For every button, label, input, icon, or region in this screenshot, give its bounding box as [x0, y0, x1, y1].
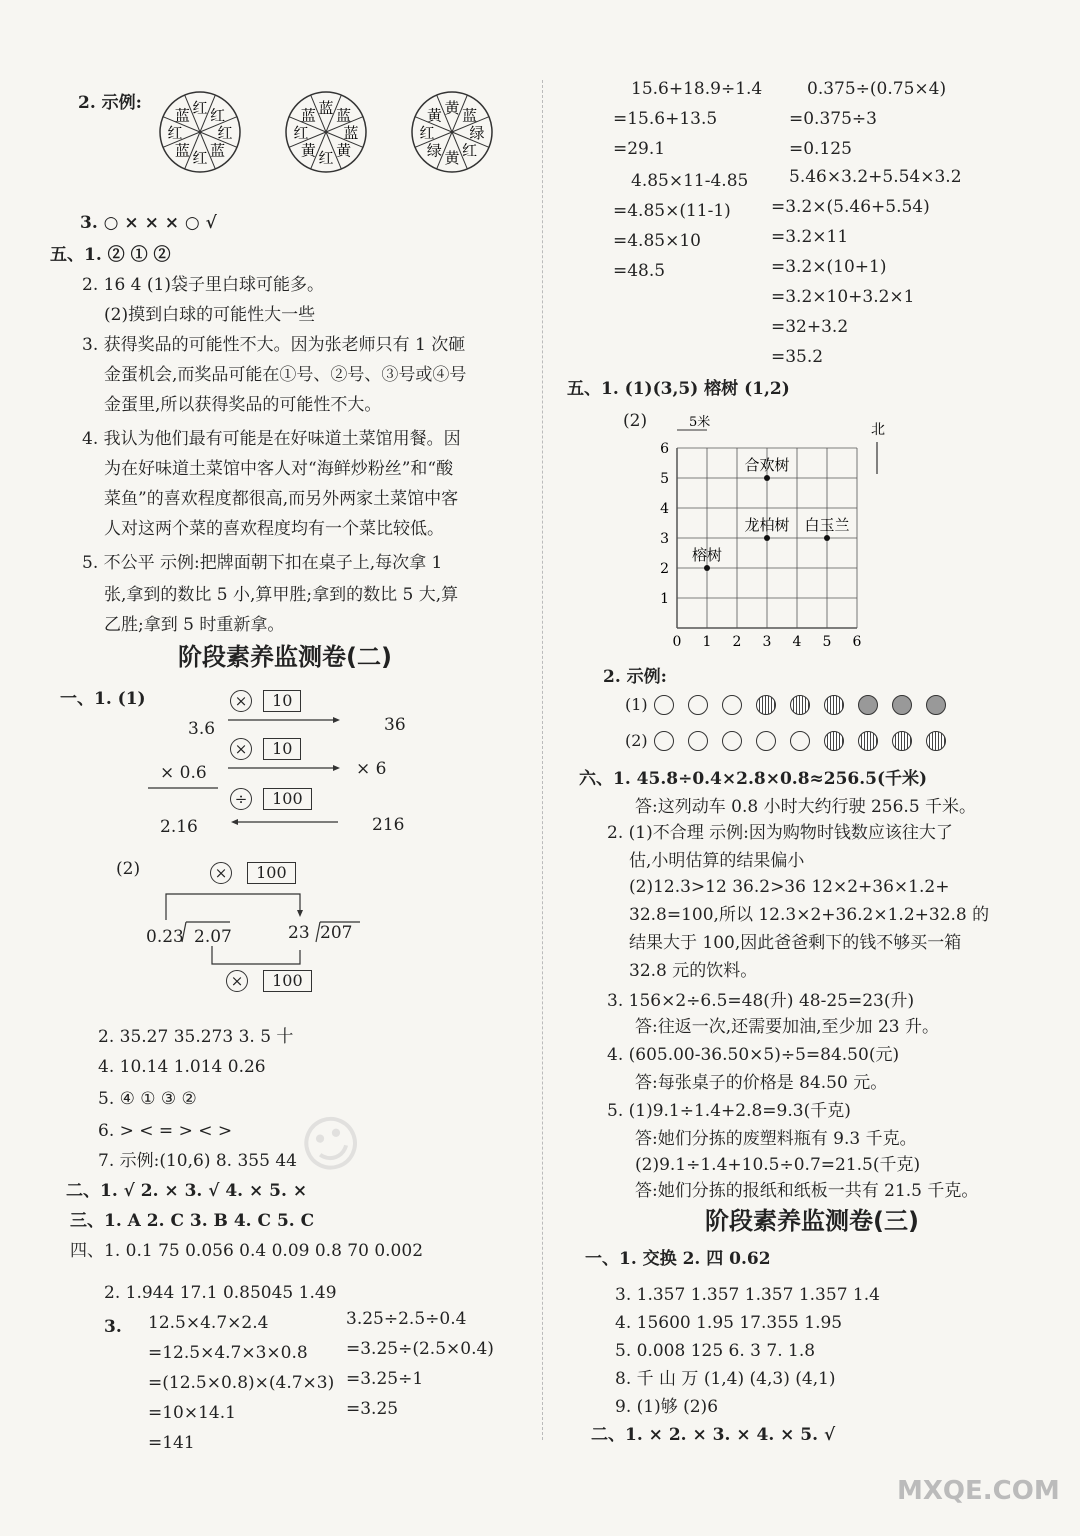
striped-circle-icon: [858, 731, 878, 751]
calc-line: 3.25÷2.5÷0.4: [346, 1309, 467, 1329]
r-s6-q5a: 答:她们分拣的废塑料瓶有 9.3 千克。: [635, 1129, 917, 1149]
p1-q2: 2. 35.27 35.273 3. 5 十: [98, 1027, 294, 1047]
box-10: 10: [263, 738, 301, 760]
times-icon: ×: [230, 738, 252, 760]
p1-q7: 7. 示例:(10,6) 8. 355 44: [98, 1151, 297, 1171]
q2-label: 2. 示例:: [78, 93, 142, 113]
r-s6-q2b: 估,小明估算的结果偏小: [629, 851, 805, 871]
div-right-divisor: 23: [288, 923, 310, 943]
white-circle-icon: [756, 731, 776, 751]
calc-line: =3.2×(10+1): [771, 257, 887, 277]
striped-circle-icon: [892, 731, 912, 751]
r-q2-label: 2. 示例:: [603, 667, 667, 687]
wheel-sector-label: 蓝: [336, 106, 352, 125]
tree-point: [764, 535, 770, 541]
wheel-sector-label: 红: [167, 124, 183, 142]
times-icon: ×: [210, 862, 232, 884]
tree-point: [704, 565, 710, 571]
white-circle-icon: [688, 731, 708, 751]
t3-q4: 4. 15600 1.95 17.355 1.95: [615, 1313, 843, 1333]
calc-line: =12.5×4.7×3×0.8: [148, 1343, 308, 1363]
calc-line: =10×14.1: [148, 1403, 236, 1423]
wheel-sector-label: 红: [293, 124, 309, 142]
q3-answers: 3. ○ × × × ○ √: [80, 213, 217, 233]
tree-label: 榕树: [691, 546, 723, 564]
mul-factor-a: 3.6: [188, 719, 216, 739]
calc-line: =35.2: [771, 347, 824, 367]
wheel-sector-label: 蓝: [210, 141, 226, 160]
div-left-divisor: 0.23: [146, 927, 184, 947]
wheel-sector-label: 绿: [469, 124, 485, 142]
gray-circle-icon: [892, 695, 912, 715]
circle-row-1: [625, 694, 960, 715]
r-s6-q5c: 答:她们分拣的报纸和纸板一共有 21.5 千克。: [635, 1181, 979, 1201]
row-label: (2): [625, 731, 648, 750]
calc-line: =4.85×(11-1): [613, 201, 731, 221]
tree-label: 合欢树: [744, 456, 790, 474]
s5-q3c: 金蛋里,所以获得奖品的可能性不大。: [104, 395, 382, 415]
tree-label: 白玉兰: [804, 516, 850, 534]
s5-q1: 五、1. ② ① ②: [50, 245, 171, 265]
t3-q8: 8. 千 山 万 (1,4) (4,3) (4,1): [615, 1369, 836, 1389]
grid-y-label: 4: [660, 501, 669, 517]
calc-line: =48.5: [613, 261, 666, 281]
s5-q4b: 为在好味道土菜馆中客人对“海鲜炒粉丝”和“酸: [104, 459, 454, 479]
calc-line: =4.85×10: [613, 231, 701, 251]
coordinate-grid: [657, 412, 917, 652]
times-icon: ×: [230, 690, 252, 712]
wheel-sector-label: 黄: [444, 149, 460, 167]
p1-q1-label: 一、1. (1): [60, 689, 146, 709]
calc-line: =29.1: [613, 139, 666, 159]
p2-answers: 二、1. √ 2. × 3. √ 4. × 5. ×: [66, 1181, 308, 1201]
p1-q1-2-label: (2): [116, 859, 141, 879]
div-left-dividend: 2.07: [194, 927, 232, 947]
calc-line: =3.2×10+3.2×1: [771, 287, 915, 307]
calc-line: 5.46×3.2+5.54×3.2: [789, 167, 962, 187]
box-10: 10: [263, 690, 301, 712]
wheel-sector-label: 红: [318, 149, 334, 167]
p1-q4: 4. 10.14 1.014 0.26: [98, 1057, 266, 1077]
mul-op-3: [230, 788, 312, 810]
grid-y-label: 6: [660, 441, 669, 457]
r-s6-q1: 六、1. 45.8÷0.4×2.8×0.8≈256.5(千米): [579, 769, 928, 789]
wheel-sector-label: 红: [462, 141, 478, 160]
wheel-sector-label: 红: [210, 106, 226, 125]
wheel-sector-label: 黄: [444, 99, 460, 117]
calc-line: =0.125: [789, 139, 852, 159]
wheel-sector-label: 绿: [426, 141, 442, 160]
r-s6-q2e: 结果大于 100,因此爸爸剩下的钱不够买一箱: [629, 933, 962, 953]
mul-factor-a2: 36: [384, 715, 406, 735]
wheel-sector-label: 红: [217, 124, 233, 142]
s5-q5b: 张,拿到的数比 5 小,算甲胜;拿到的数比 5 大,算: [104, 585, 459, 605]
wheel-sector-label: 黄: [336, 141, 352, 160]
s5-q5c: 乙胜;拿到 5 时重新拿。: [104, 615, 285, 635]
r-s6-q5: 5. (1)9.1÷1.4+2.8=9.3(千克): [607, 1101, 851, 1121]
mul-result2: 216: [372, 815, 405, 835]
calc-line: =32+3.2: [771, 317, 849, 337]
spinner-wheels: [148, 92, 485, 182]
r-s6-q2c: (2)12.3>12 36.2>36 12×2+36×1.2+: [629, 877, 950, 897]
grid-y-label: 5: [660, 471, 669, 487]
wheel-sector-label: 蓝: [174, 106, 190, 125]
s5-q4a: 4. 我认为他们最有可能是在好味道土菜馆用餐。因: [82, 429, 461, 449]
wheel-sector-label: 黄: [426, 106, 442, 125]
grid-x-label: 2: [732, 634, 742, 650]
wheel-sector-label: 红: [192, 149, 208, 167]
r-s6-q1a: 答:这列动车 0.8 小时大约行驶 256.5 千米。: [635, 797, 977, 817]
white-circle-icon: [654, 731, 674, 751]
mul-op-1: [230, 690, 301, 712]
s5-q3a: 3. 获得奖品的可能性不大。因为张老师只有 1 次砸: [82, 335, 466, 355]
calc-line: =15.6+13.5: [613, 109, 718, 129]
right-column: [545, 0, 1080, 1536]
section-title-2: 阶段素养监测卷(二): [178, 643, 392, 671]
calc-line: =(12.5×0.8)×(4.7×3): [148, 1373, 335, 1393]
t3-q9: 9. (1)够 (2)6: [615, 1397, 719, 1417]
grid-y-label: 2: [660, 561, 669, 577]
t3-q5: 5. 0.008 125 6. 3 7. 1.8: [615, 1341, 816, 1361]
r-s6-q3: 3. 156×2÷6.5=48(升) 48-25=23(升): [607, 991, 915, 1011]
mul-op-2: [230, 738, 301, 760]
watermark-text: MXQE.COM: [897, 1476, 1060, 1506]
s5-q2b: (2)摸到白球的可能性大一些: [104, 305, 316, 325]
grid-x-label: 0: [672, 634, 682, 650]
calc-line: 15.6+18.9÷1.4: [631, 79, 763, 99]
r-s5-q1-2-label: (2): [623, 411, 648, 431]
s5-q5a: 5. 不公平 示例:把牌面朝下扣在桌子上,每次拿 1: [82, 553, 443, 573]
tree-point: [764, 475, 770, 481]
grid-x-label: 3: [762, 634, 772, 650]
r-s6-q4: 4. (605.00-36.50×5)÷5=84.50(元): [607, 1045, 900, 1065]
calc-line: 4.85×11-4.85: [631, 171, 749, 191]
r-s6-q2f: 32.8 元的饮料。: [629, 961, 758, 981]
white-circle-icon: [722, 731, 742, 751]
striped-circle-icon: [756, 695, 776, 715]
wheel-sector-label: 蓝: [343, 124, 359, 142]
tree-point: [824, 535, 830, 541]
div-right-dividend: 207: [320, 923, 353, 943]
grid-y-label: 3: [660, 531, 669, 547]
wheel-sector-label: 蓝: [174, 141, 190, 160]
wheel-sector-label: 红: [419, 124, 435, 142]
calc-line: =3.25: [346, 1399, 399, 1419]
p4-q2: 2. 1.944 17.1 0.85045 1.49: [104, 1283, 337, 1303]
wheel-sector-label: 黄: [300, 141, 316, 160]
watermark-logo: ☺: [289, 1101, 373, 1189]
white-circle-icon: [790, 731, 810, 751]
divide-icon: ÷: [230, 788, 252, 810]
box-100: 100: [263, 970, 312, 992]
white-circle-icon: [654, 695, 674, 715]
mul-result: 2.16: [160, 817, 198, 837]
p1-q6: 6. > < = > < >: [98, 1121, 233, 1141]
t3-q3: 3. 1.357 1.357 1.357 1.357 1.4: [615, 1285, 880, 1305]
circle-row-2: [625, 730, 960, 751]
striped-circle-icon: [824, 731, 844, 751]
r-s6-q3a: 答:往返一次,还需要加油,至少加 23 升。: [635, 1017, 939, 1037]
mul-factor-b2: × 6: [356, 759, 387, 779]
box-100: 100: [247, 862, 296, 884]
div-op-bottom: [226, 970, 312, 992]
calc-line: =3.25÷(2.5×0.4): [346, 1339, 494, 1359]
wheel-sector-label: 红: [192, 99, 208, 117]
calc-line: 0.375÷(0.75×4): [807, 79, 947, 99]
striped-circle-icon: [790, 695, 810, 715]
striped-circle-icon: [824, 695, 844, 715]
wheel-sector-label: 蓝: [300, 106, 316, 125]
wheel-sector-label: 蓝: [462, 106, 478, 125]
r-s6-q2a: 2. (1)不合理 示例:因为购物时钱数应该往大了: [607, 823, 953, 843]
s5-q4c: 菜鱼”的喜欢程度都很高,而另外两家土菜馆中客: [104, 489, 459, 509]
p4-q3-label: 3.: [104, 1317, 122, 1337]
calc-line: =3.2×11: [771, 227, 849, 247]
r-s6-q4a: 答:每张桌子的价格是 84.50 元。: [635, 1073, 888, 1093]
north-label: 北: [871, 422, 885, 438]
p4-q1: 四、1. 0.1 75 0.056 0.4 0.09 0.8 70 0.002: [70, 1241, 424, 1261]
calc-line: 12.5×4.7×2.4: [148, 1313, 269, 1333]
times-icon: ×: [226, 970, 248, 992]
tree-label: 龙柏树: [744, 516, 790, 534]
grid-x-label: 1: [702, 634, 712, 650]
r-s5-q1: 五、1. (1)(3,5) 榕树 (1,2): [567, 379, 790, 399]
calc-line: =3.25÷1: [346, 1369, 424, 1389]
s5-q3b: 金蛋机会,而奖品可能在①号、②号、③号或④号: [104, 365, 467, 385]
gray-circle-icon: [926, 695, 946, 715]
white-circle-icon: [722, 695, 742, 715]
grid-x-label: 6: [852, 634, 862, 650]
calc-line: =0.375÷3: [789, 109, 877, 129]
r-s6-q2d: 32.8=100,所以 12.3×2+36.2×1.2+32.8 的: [629, 905, 990, 925]
grid-x-label: 5: [822, 634, 832, 650]
wheel-sector-label: 蓝: [318, 99, 334, 117]
p1-q5: 5. ④ ① ③ ②: [98, 1089, 197, 1109]
t3-q1: 一、1. 交换 2. 四 0.62: [585, 1249, 771, 1269]
s5-q2: 2. 16 4 (1)袋子里白球可能多。: [82, 275, 324, 295]
calc-line: =3.2×(5.46+5.54): [771, 197, 930, 217]
section-title-3: 阶段素养监测卷(三): [705, 1207, 919, 1235]
grid-x-label: 4: [792, 634, 802, 650]
div-op-top: [210, 862, 296, 884]
box-100: 100: [263, 788, 312, 810]
row-label: (1): [625, 695, 648, 714]
t3-s2: 二、1. × 2. × 3. × 4. × 5. √: [591, 1425, 836, 1445]
calc-line: =141: [148, 1433, 195, 1453]
white-circle-icon: [688, 695, 708, 715]
striped-circle-icon: [926, 731, 946, 751]
gray-circle-icon: [858, 695, 878, 715]
s5-q4d: 人对这两个菜的喜欢程度均有一个菜比较低。: [104, 519, 444, 539]
grid-scale-label: 5米: [689, 415, 711, 430]
grid-y-label: 1: [660, 591, 669, 607]
r-s6-q5b: (2)9.1÷1.4+10.5÷0.7=21.5(千克): [635, 1155, 921, 1175]
mul-factor-b: × 0.6: [160, 763, 207, 783]
p3-answers: 三、1. A 2. C 3. B 4. C 5. C: [70, 1211, 315, 1231]
